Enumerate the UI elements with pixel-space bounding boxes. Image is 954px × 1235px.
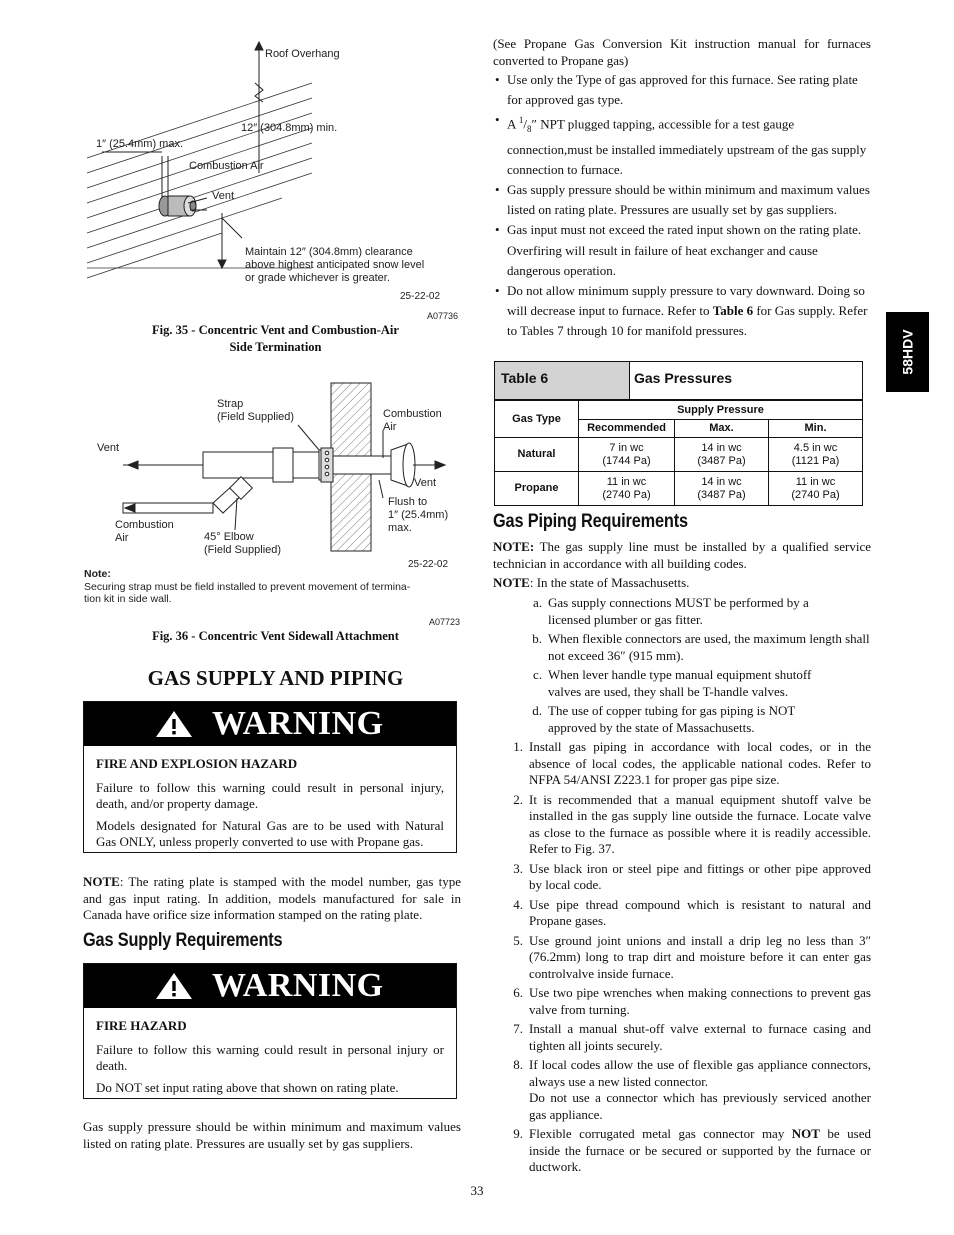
supply-pressure-paragraph: Gas supply pressure should be within minimum and maximum values listed on rating plate. Pressures are usually set by gas suppliers. xyxy=(83,1119,461,1151)
bullet-item: • Gas supply pressure should be within minimum and maximum values listed on rating plate. Pressures are usually set by gas suppliers. xyxy=(493,180,871,220)
warning-word-2: WARNING xyxy=(212,967,384,1004)
list-item: d. The use of copper tubing for gas piping is NOT approved by the state of Massachusetts. xyxy=(532,703,796,735)
gas-supply-heading: Gas Supply Requirements xyxy=(83,930,283,951)
fig36-ref-code: A07723 xyxy=(429,617,461,627)
bullet-item: • Do not allow minimum supply pressure to vary downward. Doing so will decrease input to furnace. Refer to Table 6 for Gas supply. Refer to Tables 7 through 10 for manifold pressures. xyxy=(493,281,871,342)
fig36-combustion-air-left-label: Combustion Air xyxy=(115,519,174,544)
table-row xyxy=(495,472,863,506)
warning-hazard-2: FIRE HAZARD xyxy=(96,1018,187,1033)
warning-banner-1 xyxy=(84,702,456,746)
table-6-header xyxy=(494,361,863,400)
cell-max: 14 in wc (3487 Pa) xyxy=(675,472,769,506)
warning-hazard-1: FIRE AND EXPLOSION HAZARD xyxy=(96,756,298,771)
cell-recommended: 11 in wc (2740 Pa) xyxy=(579,472,675,506)
warning-text-2a: Failure to follow this warning could result in personal injury or death. xyxy=(96,1042,444,1073)
warning-triangle-icon xyxy=(154,709,194,739)
fig35-min-label: 12″ (304.8mm) min. xyxy=(241,122,338,134)
list-item: 5. Use ground joint unions and install a drip leg no less than 3″ (76.2mm) long to trap dirt and moisture before it can enter gas controlvalve inside furnace. xyxy=(513,932,871,981)
fig36-strap-label: Strap (Field Supplied) xyxy=(217,398,295,423)
list-item: 4. Use pipe thread compound which is resistant to natural and Propane gases. xyxy=(513,896,871,928)
fig35-clearance-note: Maintain 12″ (304.8mm) clearance above highest anticipated snow level or grade whichever is greater. xyxy=(245,246,425,284)
piping-steps xyxy=(493,739,871,1179)
propane-intro: (See Propane Gas Conversion Kit instruction manual for furnaces converted to Propane gas) xyxy=(493,36,871,68)
piping-note-1: NOTE: The gas supply line must be installed by a qualified service technician in accordance with all building codes. xyxy=(493,539,871,571)
list-item: Do not use a connector which has previously serviced another gas appliance. xyxy=(529,1090,871,1122)
cell-min: 11 in wc (2740 Pa) xyxy=(769,472,863,506)
list-item: 7. Install a manual shut-off valve external to furnace casing and tighten all joints securely. xyxy=(513,1021,871,1053)
fig36-vent-right-label: Vent xyxy=(414,477,437,489)
list-item: c. When lever handle type manual equipment shutoff valves are used, they shall be T-handle valves. xyxy=(532,667,812,699)
fig35-diagram xyxy=(82,38,467,323)
warning-text-1a: Failure to follow this warning could result in personal injury, death, and/or property damage. xyxy=(96,780,444,811)
fig36-vent-left-label: Vent xyxy=(97,442,120,454)
warning-banner-2 xyxy=(84,964,456,1008)
model-side-tab xyxy=(886,312,929,392)
fig36-flush-label: Flush to 1″ (25.4mm) max. xyxy=(388,496,449,534)
fig35-max-label: 1″ (25.4mm) max. xyxy=(96,138,184,150)
warning-box-2 xyxy=(83,963,457,1099)
list-item: 1. Install gas piping in accordance with local codes, or in the absence of local codes, the applicable national codes. Refer to NFPA 54/ANSI Z223.1 for proper gas pipe size. xyxy=(513,739,871,787)
rating-plate-note: NOTE: The rating plate is stamped with the model number, gas type and gas input rating. In addition, models manufactured for sale in Canada have orifice size information stamped on the rating plate. xyxy=(83,874,461,922)
cell-max: 14 in wc (3487 Pa) xyxy=(675,438,769,472)
fig36-code: 25-22-02 xyxy=(408,559,449,570)
fig36-diagram xyxy=(83,380,468,630)
table-6-title: Gas Pressures xyxy=(634,370,733,386)
list-item: 3. Use black iron or steel pipe and fittings or other pipe approved by local code. xyxy=(513,860,871,892)
gas-pressure-table xyxy=(494,400,863,506)
warning-text-1b: Models designated for Natural Gas are to be used with Natural Gas ONLY, unless properly converted to use with Propane gas. xyxy=(96,818,444,849)
fig36-caption: Fig. 36 - Concentric Vent Sidewall Attachment xyxy=(152,629,399,643)
warning-body-1 xyxy=(84,746,456,850)
list-item: 6. Use two pipe wrenches when making connections to prevent gas valve from turning. xyxy=(513,985,871,1017)
col-min: Min. xyxy=(769,420,863,438)
fig36-combustion-air-right-label: Combustion Air xyxy=(383,408,442,433)
massachusetts-list xyxy=(512,595,870,739)
cell-recommended: 7 in wc (1744 Pa) xyxy=(579,438,675,472)
section-title: GAS SUPPLY AND PIPING xyxy=(147,666,404,690)
page-number: 33 xyxy=(470,1183,484,1198)
col-supply-pressure: Supply Pressure xyxy=(579,401,863,420)
warning-triangle-icon xyxy=(154,971,194,1001)
warning-word-1: WARNING xyxy=(212,705,384,742)
fig35-roof-label: Roof Overhang xyxy=(265,48,340,60)
fig35-vent-label: Vent xyxy=(212,190,235,202)
piping-note-2: NOTE: In the state of Massachusetts. xyxy=(493,575,690,590)
col-max: Max. xyxy=(675,420,769,438)
fig35-code: 25-22-02 xyxy=(400,291,441,302)
fig35-combustion-air-label: Combustion Air xyxy=(189,160,264,172)
warning-text-2b: Do NOT set input rating above that shown on rating plate. xyxy=(96,1080,399,1095)
cell-gas-type: Natural xyxy=(495,438,579,472)
list-item: 9. Flexible corrugated metal gas connector may NOT be used inside the furnace or be secured or supported by the furnace or ductwork. xyxy=(513,1126,871,1174)
bullet-item: • Gas input must not exceed the rated input shown on the rating plate. Overfiring will result in failure of heat exchanger and cause dangerous operation. xyxy=(493,220,871,281)
cell-gas-type: Propane xyxy=(495,472,579,506)
warning-box-1 xyxy=(83,701,457,853)
list-item: 2. It is recommended that a manual equipment shutoff valve be installed in the gas supply line outside the furnace. Locate valve as close to the furnace as possible where it is readily accessible. Refer to Fig. 37. xyxy=(513,791,871,856)
cell-min: 4.5 in wc (1121 Pa) xyxy=(769,438,863,472)
fig36-note: Note: Securing strap must be field installed to prevent movement of termina- tion kit in side wall. xyxy=(84,568,411,605)
warning-body-2 xyxy=(84,1008,456,1096)
model-side-tab-label: 58HDV xyxy=(899,329,916,375)
supply-bullets xyxy=(493,70,871,342)
list-item: b. When flexible connectors are used, the maximum length shall not exceed 36″ (915 mm). xyxy=(532,631,870,663)
bullet-item: • Use only the Type of gas approved for this furnace. See rating plate for approved gas type. xyxy=(493,70,871,110)
bullet-item: • A $^1/_8''$ NPT plugged tapping, accessible for a test gauge connection,must be installed immediately upstream of the gas supply connection to furnace. xyxy=(493,110,871,180)
fig35-ref: A07736 xyxy=(427,311,459,321)
fig36-elbow-label: 45° Elbow (Field Supplied) xyxy=(204,531,282,556)
list-item: a. Gas supply connections MUST be performed by a licensed plumber or gas fitter. xyxy=(532,595,809,627)
col-recommended: Recommended xyxy=(579,420,675,438)
table-6-label: Table 6 xyxy=(495,362,630,399)
list-item: 8. If local codes allow the use of flexible gas appliance connectors, always use a new listed connector. xyxy=(513,1057,871,1089)
fig35-caption: Fig. 35 - Concentric Vent and Combustion-Air Side Termination xyxy=(152,323,399,354)
col-gas-type: Gas Type xyxy=(495,401,579,438)
gas-piping-heading: Gas Piping Requirements xyxy=(493,511,688,532)
table-6 xyxy=(494,361,863,506)
table-row xyxy=(495,438,863,472)
